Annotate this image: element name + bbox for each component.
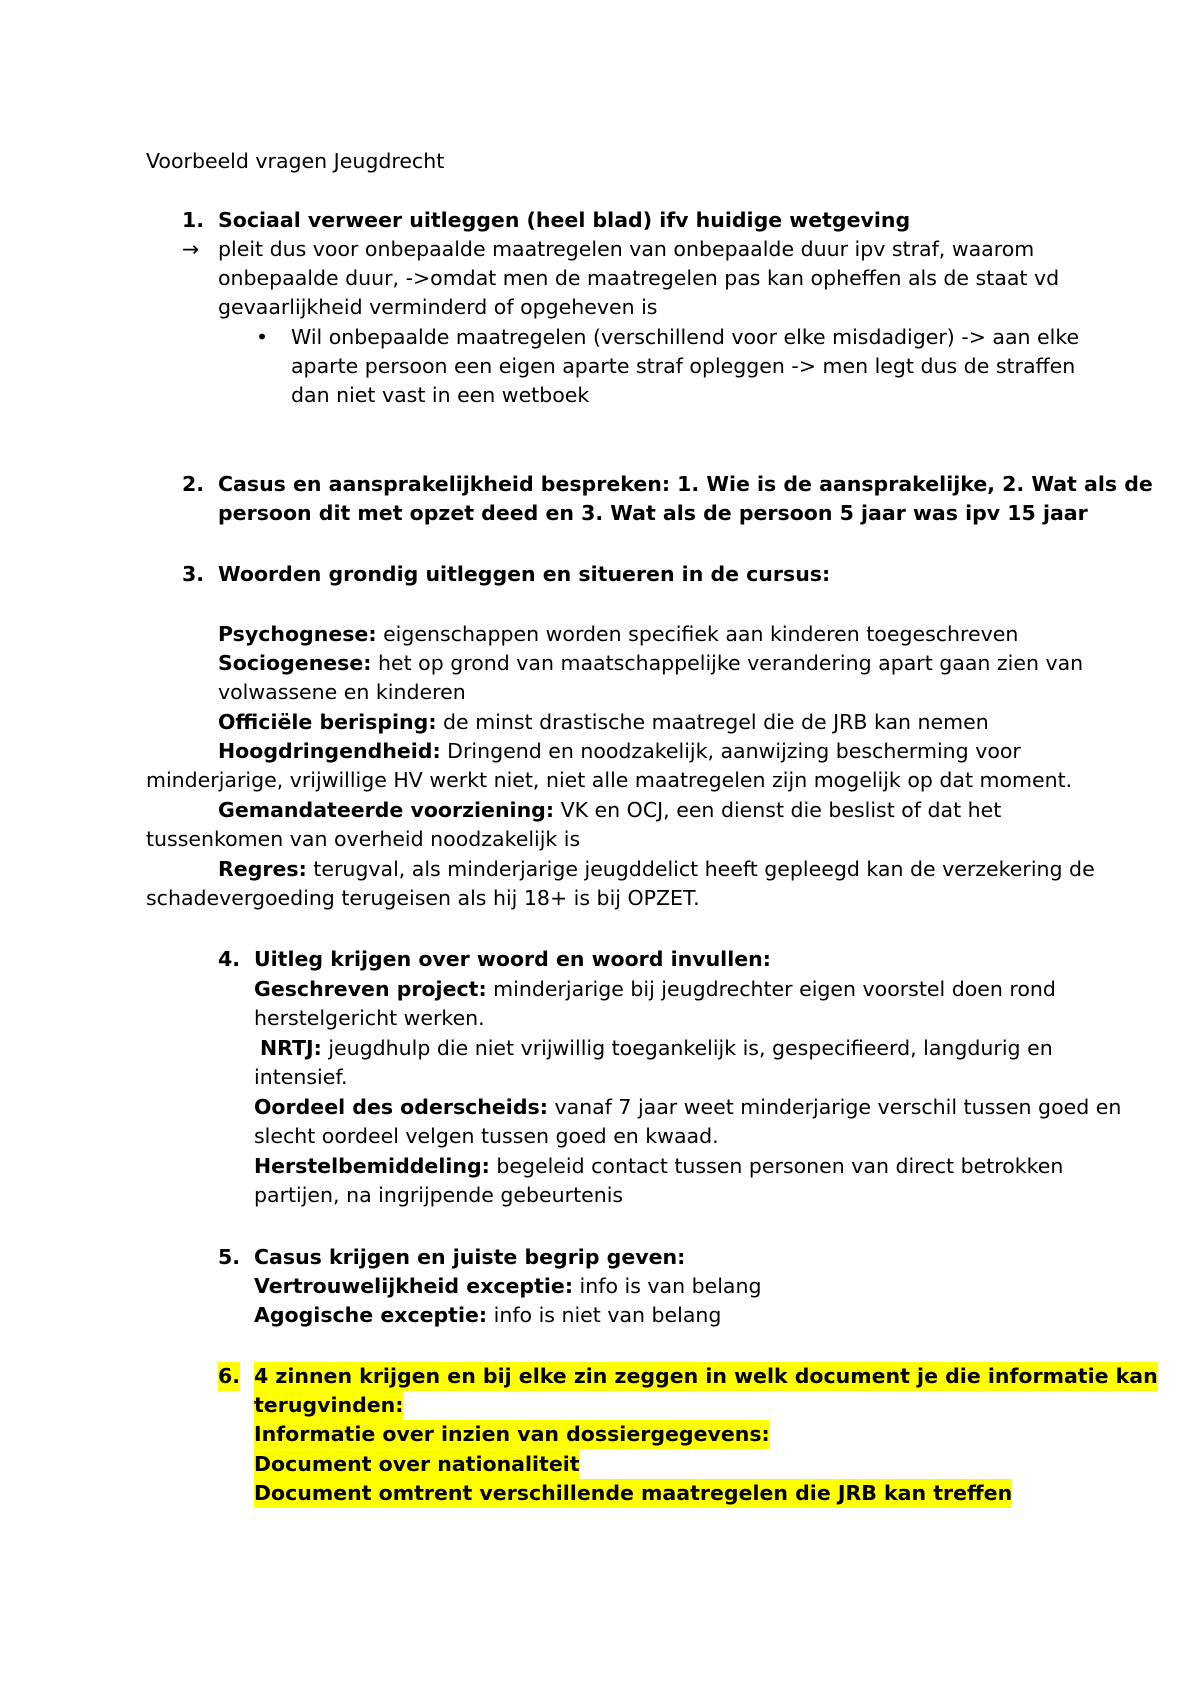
q3-term-row <box>218 649 1083 678</box>
q2-line: Casus en aansprakelijkheid bespreken: 1. Wie is de aansprakelijke, 2. Wat als de <box>218 472 1153 496</box>
term-definition: info is van belang <box>573 1274 762 1298</box>
term-continuation: intensief. <box>254 1065 348 1089</box>
term-label: Agogische exceptie: <box>254 1303 488 1327</box>
q3-number: 3. <box>182 562 205 586</box>
q6-line: 4 zinnen krijgen en bij elke zin zeggen in welk document je die informatie kan <box>254 1362 1158 1391</box>
q5-term-row <box>254 1272 762 1301</box>
q6-line: Document over nationaliteit <box>254 1450 580 1479</box>
q3-term-row <box>218 708 989 737</box>
q4-term-row <box>260 1034 1053 1063</box>
q2-number: 2. <box>182 472 205 496</box>
term-label: Vertrouwelijkheid exceptie: <box>254 1274 574 1298</box>
q6-line: Document omtrent verschillende maatregelen die JRB kan treffen <box>254 1479 1012 1508</box>
term-definition: de minst drastische maatregel die de JRB kan nemen <box>436 710 989 734</box>
term-label: Hoogdringendheid: <box>218 739 441 763</box>
q4-term-row <box>254 975 1056 1004</box>
q4-term-row <box>254 1093 1121 1122</box>
q1-arrow-line: gevaarlijkheid verminderd of opgeheven is <box>218 295 658 319</box>
term-definition: Dringend en noodzakelijk, aanwijzing bescherming voor <box>440 739 1021 763</box>
term-definition: VK en OCJ, een dienst die beslist of dat het <box>554 798 1002 822</box>
q5-number: 5. <box>218 1245 241 1269</box>
term-definition: begeleid contact tussen personen van direct betrokken <box>489 1154 1064 1178</box>
term-label: Herstelbemiddeling: <box>254 1154 490 1178</box>
q1-heading: Sociaal verweer uitleggen (heel blad) ifv huidige wetgeving <box>218 208 911 232</box>
term-label: Psychognese: <box>218 622 377 646</box>
q3-term-row <box>218 855 1095 884</box>
term-label: Gemandateerde voorziening: <box>218 798 555 822</box>
term-label: Regres: <box>218 857 307 881</box>
term-continuation: minderjarige, vrijwillige HV werkt niet, niet alle maatregelen zijn mogelijk op dat moment. <box>146 768 1073 792</box>
q3-term-row <box>218 737 1021 766</box>
q3-term-row <box>218 620 1018 649</box>
q4-term-row <box>254 1152 1063 1181</box>
term-continuation: slecht oordeel velgen tussen goed en kwaad. <box>254 1124 719 1148</box>
document-title: Voorbeeld vragen Jeugdrecht <box>146 149 445 173</box>
q3-term-row <box>218 796 1001 825</box>
q1-arrow-line: pleit dus voor onbepaalde maatregelen van onbepaalde duur ipv straf, waarom <box>218 237 1035 261</box>
q1-bullet-line: Wil onbepaalde maatregelen (verschillend voor elke misdadiger) -> aan elke <box>291 325 1080 349</box>
q5-heading: Casus krijgen en juiste begrip geven: <box>254 1245 686 1269</box>
term-definition: info is niet van belang <box>487 1303 722 1327</box>
q6-line: terugvinden: <box>254 1391 403 1420</box>
q5-term-row <box>254 1301 721 1330</box>
q1-bullet-line: aparte persoon een eigen aparte straf opleggen -> men legt dus de straffen <box>291 354 1076 378</box>
q1-bullet-line: dan niet vast in een wetboek <box>291 383 590 407</box>
term-definition: vanaf 7 jaar weet minderjarige verschil tussen goed en <box>547 1095 1122 1119</box>
term-continuation: schadevergoeding terugeisen als hij 18+ is bij OPZET. <box>146 886 700 910</box>
term-definition: jeugdhulp die niet vrijwillig toegankelijk is, gespecifieerd, langdurig en <box>321 1036 1053 1060</box>
term-definition: minderjarige bij jeugdrechter eigen voorstel doen rond <box>486 977 1056 1001</box>
term-continuation: herstelgericht werken. <box>254 1006 485 1030</box>
bullet-icon: • <box>256 325 269 349</box>
term-definition: terugval, als minderjarige jeugddelict heeft gepleegd kan de verzekering de <box>306 857 1095 881</box>
q3-heading: Woorden grondig uitleggen en situeren in de cursus: <box>218 562 831 586</box>
term-label: Geschreven project: <box>254 977 487 1001</box>
term-definition: het op grond van maatschappelijke verandering apart gaan zien van <box>371 651 1084 675</box>
term-label: Officiële berisping: <box>218 710 437 734</box>
term-label: NRTJ: <box>260 1036 322 1060</box>
arrow-icon: → <box>182 237 200 261</box>
q2-line: persoon dit met opzet deed en 3. Wat als de persoon 5 jaar was ipv 15 jaar <box>218 501 1088 525</box>
q6-number: 6. <box>218 1362 240 1391</box>
q1-number: 1. <box>182 208 205 232</box>
q1-arrow-line: onbepaalde duur, ->omdat men de maatregelen pas kan opheffen als de staat vd <box>218 266 1060 290</box>
q6-line: Informatie over inzien van dossiergegevens: <box>254 1420 770 1449</box>
q4-heading: Uitleg krijgen over woord en woord invullen: <box>254 947 771 971</box>
term-label: Sociogenese: <box>218 651 372 675</box>
term-definition: eigenschappen worden specifiek aan kinderen toegeschreven <box>376 622 1019 646</box>
q4-number: 4. <box>218 947 241 971</box>
term-label: Oordeel des oderscheids: <box>254 1095 548 1119</box>
term-continuation: tussenkomen van overheid noodzakelijk is <box>146 827 581 851</box>
term-continuation: volwassene en kinderen <box>218 680 466 704</box>
term-continuation: partijen, na ingrijpende gebeurtenis <box>254 1183 624 1207</box>
